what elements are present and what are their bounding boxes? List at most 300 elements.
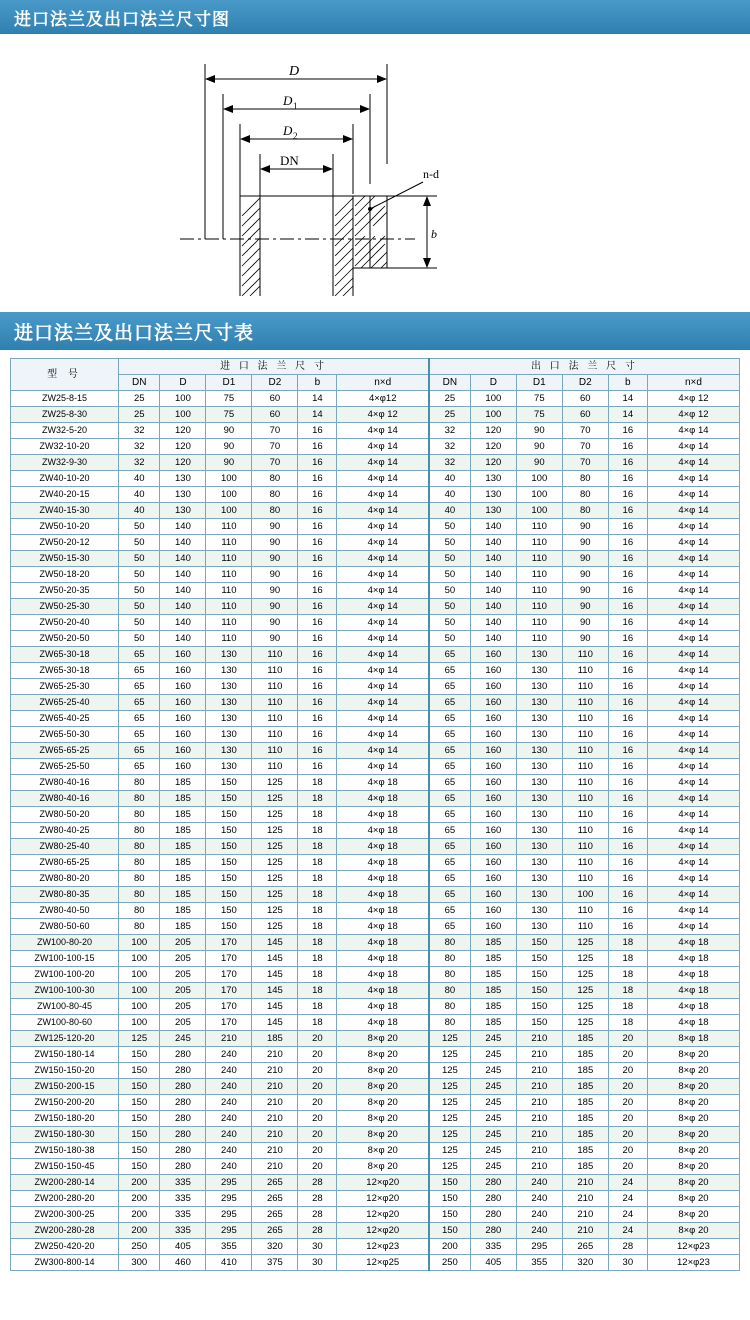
cell-outlet-nxd: 4×φ 14 (647, 519, 739, 535)
table-row (11, 503, 740, 519)
cell-inlet-nxd: 4×φ 14 (337, 759, 429, 775)
cell-outlet-d: 245 (470, 1143, 516, 1159)
cell-inlet-nxd: 4×φ 18 (337, 791, 429, 807)
cell-inlet-d1: 240 (206, 1063, 252, 1079)
cell-outlet-nxd: 4×φ 14 (647, 743, 739, 759)
cell-outlet-d1: 110 (516, 519, 562, 535)
cell-inlet-d2: 90 (252, 631, 298, 647)
cell-outlet-nxd: 4×φ 14 (647, 695, 739, 711)
cell-inlet-d2: 125 (252, 903, 298, 919)
cell-inlet-d1: 150 (206, 839, 252, 855)
cell-outlet-b: 16 (608, 487, 647, 503)
cell-outlet-d: 100 (470, 391, 516, 407)
cell-outlet-nxd: 12×φ23 (647, 1255, 739, 1271)
cell-outlet-nxd: 4×φ 14 (647, 855, 739, 871)
cell-inlet-d2: 145 (252, 983, 298, 999)
cell-outlet-nxd: 8×φ 20 (647, 1095, 739, 1111)
cell-model: ZW80-25-40 (11, 839, 119, 855)
cell-outlet-dn: 50 (429, 551, 470, 567)
cell-inlet-d: 405 (160, 1239, 206, 1255)
cell-inlet-b: 28 (298, 1191, 337, 1207)
cell-model: ZW100-100-15 (11, 951, 119, 967)
cell-outlet-d: 160 (470, 695, 516, 711)
cell-inlet-d1: 295 (206, 1175, 252, 1191)
cell-outlet-b: 16 (608, 663, 647, 679)
cell-inlet-dn: 65 (119, 759, 160, 775)
cell-outlet-d1: 240 (516, 1207, 562, 1223)
cell-outlet-d: 120 (470, 439, 516, 455)
cell-outlet-nxd: 4×φ 14 (647, 487, 739, 503)
table-row (11, 487, 740, 503)
cell-inlet-nxd: 8×φ 20 (337, 1063, 429, 1079)
cell-outlet-nxd: 4×φ 14 (647, 871, 739, 887)
cell-outlet-nxd: 4×φ 18 (647, 983, 739, 999)
cell-inlet-dn: 250 (119, 1239, 160, 1255)
cell-inlet-nxd: 4×φ 14 (337, 487, 429, 503)
cell-inlet-d2: 125 (252, 919, 298, 935)
cell-inlet-nxd: 12×φ20 (337, 1191, 429, 1207)
cell-outlet-b: 24 (608, 1191, 647, 1207)
cell-inlet-b: 18 (298, 823, 337, 839)
cell-outlet-b: 16 (608, 919, 647, 935)
cell-outlet-nxd: 4×φ 14 (647, 439, 739, 455)
cell-outlet-d1: 130 (516, 775, 562, 791)
cell-outlet-dn: 125 (429, 1095, 470, 1111)
table-row (11, 631, 740, 647)
header-inlet-d: D (160, 375, 206, 391)
cell-inlet-d: 280 (160, 1143, 206, 1159)
cell-outlet-nxd: 4×φ 18 (647, 999, 739, 1015)
cell-outlet-d: 185 (470, 967, 516, 983)
cell-inlet-d: 335 (160, 1223, 206, 1239)
cell-outlet-d2: 320 (562, 1255, 608, 1271)
cell-inlet-dn: 32 (119, 455, 160, 471)
cell-outlet-nxd: 4×φ 14 (647, 631, 739, 647)
cell-inlet-d2: 80 (252, 471, 298, 487)
cell-outlet-d: 185 (470, 983, 516, 999)
cell-model: ZW80-40-50 (11, 903, 119, 919)
cell-outlet-nxd: 8×φ 20 (647, 1191, 739, 1207)
cell-outlet-d1: 130 (516, 647, 562, 663)
cell-inlet-d1: 110 (206, 583, 252, 599)
cell-inlet-dn: 150 (119, 1063, 160, 1079)
cell-inlet-nxd: 8×φ 20 (337, 1047, 429, 1063)
cell-outlet-d1: 110 (516, 567, 562, 583)
cell-outlet-b: 16 (608, 455, 647, 471)
cell-inlet-dn: 80 (119, 871, 160, 887)
cell-inlet-d2: 110 (252, 679, 298, 695)
cell-inlet-nxd: 4×φ 18 (337, 839, 429, 855)
cell-inlet-dn: 65 (119, 743, 160, 759)
cell-inlet-dn: 65 (119, 679, 160, 695)
header-inlet-d2: D2 (252, 375, 298, 391)
cell-outlet-d2: 100 (562, 887, 608, 903)
cell-model: ZW150-200-15 (11, 1079, 119, 1095)
label-d1: D (283, 93, 293, 108)
cell-outlet-d2: 185 (562, 1079, 608, 1095)
cell-outlet-dn: 65 (429, 679, 470, 695)
cell-outlet-nxd: 4×φ 14 (647, 583, 739, 599)
cell-inlet-d: 185 (160, 887, 206, 903)
cell-inlet-b: 16 (298, 471, 337, 487)
cell-model: ZW250-420-20 (11, 1239, 119, 1255)
cell-inlet-d2: 210 (252, 1143, 298, 1159)
cell-inlet-d2: 60 (252, 407, 298, 423)
cell-outlet-b: 20 (608, 1095, 647, 1111)
cell-inlet-nxd: 4×φ 12 (337, 407, 429, 423)
cell-inlet-d: 280 (160, 1047, 206, 1063)
cell-inlet-nxd: 4×φ12 (337, 391, 429, 407)
cell-outlet-nxd: 8×φ 20 (647, 1159, 739, 1175)
cell-outlet-nxd: 4×φ 14 (647, 471, 739, 487)
cell-inlet-d2: 110 (252, 743, 298, 759)
cell-inlet-d: 205 (160, 999, 206, 1015)
cell-outlet-nxd: 4×φ 14 (647, 551, 739, 567)
cell-outlet-nxd: 4×φ 14 (647, 455, 739, 471)
cell-outlet-dn: 25 (429, 391, 470, 407)
flange-drawing-svg (165, 34, 585, 296)
cell-outlet-nxd: 8×φ 18 (647, 1031, 739, 1047)
cell-model: ZW200-300-25 (11, 1207, 119, 1223)
table-row (11, 647, 740, 663)
cell-inlet-d2: 210 (252, 1063, 298, 1079)
cell-inlet-dn: 200 (119, 1175, 160, 1191)
cell-outlet-d1: 90 (516, 423, 562, 439)
cell-inlet-nxd: 4×φ 18 (337, 855, 429, 871)
cell-inlet-d2: 125 (252, 855, 298, 871)
cell-inlet-dn: 150 (119, 1079, 160, 1095)
cell-inlet-nxd: 8×φ 20 (337, 1159, 429, 1175)
cell-model: ZW50-20-50 (11, 631, 119, 647)
cell-outlet-d: 140 (470, 631, 516, 647)
cell-inlet-dn: 150 (119, 1127, 160, 1143)
cell-inlet-nxd: 4×φ 14 (337, 727, 429, 743)
cell-outlet-d: 140 (470, 583, 516, 599)
cell-inlet-d2: 90 (252, 615, 298, 631)
cell-inlet-nxd: 12×φ23 (337, 1239, 429, 1255)
cell-inlet-b: 18 (298, 967, 337, 983)
cell-inlet-dn: 100 (119, 967, 160, 983)
cell-inlet-d: 205 (160, 1015, 206, 1031)
cell-inlet-d1: 130 (206, 727, 252, 743)
cell-inlet-d1: 170 (206, 967, 252, 983)
cell-outlet-d: 245 (470, 1127, 516, 1143)
cell-outlet-d: 245 (470, 1111, 516, 1127)
cell-inlet-d1: 90 (206, 439, 252, 455)
table-row (11, 999, 740, 1015)
cell-outlet-d1: 100 (516, 503, 562, 519)
cell-inlet-nxd: 4×φ 18 (337, 983, 429, 999)
cell-outlet-b: 16 (608, 551, 647, 567)
cell-outlet-b: 16 (608, 615, 647, 631)
cell-inlet-nxd: 4×φ 14 (337, 567, 429, 583)
cell-outlet-nxd: 4×φ 12 (647, 391, 739, 407)
cell-inlet-d1: 210 (206, 1031, 252, 1047)
cell-inlet-nxd: 4×φ 14 (337, 455, 429, 471)
cell-inlet-b: 14 (298, 391, 337, 407)
cell-inlet-nxd: 8×φ 20 (337, 1079, 429, 1095)
cell-model: ZW40-20-15 (11, 487, 119, 503)
flange-drawing (0, 34, 750, 306)
cell-inlet-dn: 100 (119, 983, 160, 999)
cell-outlet-d1: 100 (516, 487, 562, 503)
cell-model: ZW65-30-18 (11, 647, 119, 663)
cell-inlet-dn: 100 (119, 935, 160, 951)
cell-outlet-d2: 125 (562, 951, 608, 967)
cell-outlet-d2: 185 (562, 1143, 608, 1159)
cell-inlet-d1: 110 (206, 551, 252, 567)
cell-outlet-dn: 80 (429, 967, 470, 983)
cell-outlet-d2: 185 (562, 1047, 608, 1063)
cell-inlet-dn: 80 (119, 823, 160, 839)
cell-inlet-nxd: 4×φ 18 (337, 823, 429, 839)
cell-outlet-d: 160 (470, 775, 516, 791)
cell-inlet-d: 160 (160, 759, 206, 775)
cell-inlet-d2: 210 (252, 1047, 298, 1063)
cell-outlet-dn: 150 (429, 1207, 470, 1223)
cell-inlet-d1: 130 (206, 759, 252, 775)
cell-inlet-d2: 70 (252, 455, 298, 471)
cell-outlet-d1: 75 (516, 407, 562, 423)
cell-outlet-d: 160 (470, 871, 516, 887)
cell-inlet-b: 20 (298, 1079, 337, 1095)
cell-outlet-d1: 110 (516, 599, 562, 615)
cell-inlet-d: 130 (160, 487, 206, 503)
cell-inlet-d: 140 (160, 583, 206, 599)
cell-outlet-dn: 50 (429, 599, 470, 615)
cell-inlet-d1: 110 (206, 535, 252, 551)
cell-model: ZW32-5-20 (11, 423, 119, 439)
cell-inlet-d2: 265 (252, 1207, 298, 1223)
cell-outlet-nxd: 4×φ 14 (647, 823, 739, 839)
cell-outlet-b: 20 (608, 1047, 647, 1063)
cell-inlet-d1: 170 (206, 935, 252, 951)
cell-outlet-b: 16 (608, 535, 647, 551)
cell-outlet-dn: 65 (429, 695, 470, 711)
cell-outlet-d1: 150 (516, 1015, 562, 1031)
table-row (11, 1223, 740, 1239)
cell-inlet-d: 140 (160, 599, 206, 615)
cell-inlet-d2: 110 (252, 759, 298, 775)
cell-outlet-d: 335 (470, 1239, 516, 1255)
cell-inlet-dn: 100 (119, 999, 160, 1015)
table-row (11, 775, 740, 791)
cell-inlet-dn: 50 (119, 615, 160, 631)
cell-outlet-b: 16 (608, 839, 647, 855)
table-row (11, 951, 740, 967)
table-row (11, 791, 740, 807)
cell-model: ZW150-180-30 (11, 1127, 119, 1143)
cell-outlet-d: 245 (470, 1095, 516, 1111)
cell-outlet-b: 16 (608, 647, 647, 663)
cell-inlet-d1: 110 (206, 519, 252, 535)
cell-outlet-d1: 130 (516, 887, 562, 903)
cell-inlet-b: 16 (298, 423, 337, 439)
label-d1-sub: 1 (293, 101, 298, 111)
header-outlet-b: b (608, 375, 647, 391)
cell-inlet-dn: 80 (119, 887, 160, 903)
cell-outlet-b: 16 (608, 791, 647, 807)
cell-outlet-dn: 125 (429, 1127, 470, 1143)
cell-inlet-nxd: 4×φ 14 (337, 679, 429, 695)
cell-outlet-d2: 110 (562, 823, 608, 839)
cell-inlet-d: 160 (160, 647, 206, 663)
cell-outlet-dn: 65 (429, 743, 470, 759)
cell-outlet-d1: 150 (516, 999, 562, 1015)
table-row (11, 1063, 740, 1079)
cell-outlet-d2: 110 (562, 695, 608, 711)
cell-outlet-nxd: 4×φ 14 (647, 663, 739, 679)
cell-model: ZW80-50-60 (11, 919, 119, 935)
cell-model: ZW25-8-15 (11, 391, 119, 407)
cell-inlet-d1: 240 (206, 1111, 252, 1127)
cell-outlet-d: 140 (470, 551, 516, 567)
cell-outlet-b: 18 (608, 1015, 647, 1031)
table-row (11, 1175, 740, 1191)
cell-outlet-d2: 110 (562, 759, 608, 775)
cell-outlet-d2: 265 (562, 1239, 608, 1255)
cell-outlet-b: 18 (608, 999, 647, 1015)
table-row (11, 743, 740, 759)
cell-inlet-b: 18 (298, 999, 337, 1015)
table-body (11, 391, 740, 1271)
cell-inlet-d1: 110 (206, 567, 252, 583)
cell-inlet-nxd: 12×φ20 (337, 1223, 429, 1239)
cell-outlet-b: 16 (608, 503, 647, 519)
table-row (11, 615, 740, 631)
table-row (11, 1159, 740, 1175)
cell-inlet-b: 16 (298, 519, 337, 535)
cell-outlet-d1: 240 (516, 1175, 562, 1191)
cell-outlet-d1: 130 (516, 839, 562, 855)
cell-outlet-d: 185 (470, 999, 516, 1015)
cell-outlet-dn: 125 (429, 1111, 470, 1127)
cell-outlet-dn: 80 (429, 983, 470, 999)
cell-outlet-d2: 110 (562, 871, 608, 887)
cell-inlet-b: 16 (298, 551, 337, 567)
cell-outlet-b: 16 (608, 583, 647, 599)
cell-model: ZW150-150-20 (11, 1063, 119, 1079)
cell-outlet-d2: 185 (562, 1063, 608, 1079)
cell-outlet-d: 140 (470, 519, 516, 535)
cell-inlet-d: 100 (160, 407, 206, 423)
cell-model: ZW125-120-20 (11, 1031, 119, 1047)
cell-outlet-d: 120 (470, 455, 516, 471)
cell-outlet-dn: 65 (429, 791, 470, 807)
cell-outlet-b: 16 (608, 519, 647, 535)
cell-outlet-d1: 130 (516, 695, 562, 711)
cell-inlet-dn: 40 (119, 487, 160, 503)
cell-inlet-dn: 80 (119, 839, 160, 855)
cell-model: ZW200-280-20 (11, 1191, 119, 1207)
table-section-banner (0, 312, 750, 350)
cell-outlet-d1: 150 (516, 967, 562, 983)
table-row (11, 871, 740, 887)
cell-inlet-nxd: 4×φ 14 (337, 551, 429, 567)
cell-outlet-d2: 110 (562, 839, 608, 855)
cell-outlet-dn: 80 (429, 951, 470, 967)
cell-inlet-dn: 65 (119, 647, 160, 663)
cell-inlet-d1: 110 (206, 599, 252, 615)
cell-outlet-d1: 130 (516, 711, 562, 727)
cell-inlet-d: 185 (160, 903, 206, 919)
table-row (11, 903, 740, 919)
cell-outlet-b: 18 (608, 983, 647, 999)
cell-outlet-b: 20 (608, 1159, 647, 1175)
cell-outlet-nxd: 8×φ 20 (647, 1175, 739, 1191)
cell-outlet-nxd: 4×φ 14 (647, 791, 739, 807)
cell-outlet-d1: 100 (516, 471, 562, 487)
cell-inlet-nxd: 8×φ 20 (337, 1127, 429, 1143)
cell-outlet-dn: 65 (429, 759, 470, 775)
cell-outlet-d: 160 (470, 711, 516, 727)
cell-inlet-d1: 150 (206, 775, 252, 791)
cell-inlet-nxd: 4×φ 14 (337, 599, 429, 615)
cell-outlet-d2: 90 (562, 535, 608, 551)
cell-inlet-d: 160 (160, 711, 206, 727)
cell-inlet-b: 20 (298, 1031, 337, 1047)
cell-inlet-d1: 90 (206, 423, 252, 439)
cell-inlet-dn: 65 (119, 695, 160, 711)
cell-inlet-d: 335 (160, 1207, 206, 1223)
cell-outlet-dn: 32 (429, 423, 470, 439)
cell-model: ZW100-100-30 (11, 983, 119, 999)
cell-model: ZW65-30-18 (11, 663, 119, 679)
cell-inlet-d1: 150 (206, 919, 252, 935)
cell-outlet-b: 16 (608, 695, 647, 711)
header-outlet-d1: D1 (516, 375, 562, 391)
cell-outlet-d: 185 (470, 951, 516, 967)
cell-inlet-dn: 50 (119, 519, 160, 535)
table-row (11, 599, 740, 615)
cell-outlet-d1: 130 (516, 759, 562, 775)
label-b: b (431, 227, 437, 241)
cell-outlet-d2: 90 (562, 567, 608, 583)
cell-outlet-d2: 80 (562, 471, 608, 487)
cell-outlet-dn: 65 (429, 919, 470, 935)
cell-inlet-d: 280 (160, 1127, 206, 1143)
cell-model: ZW80-65-25 (11, 855, 119, 871)
cell-outlet-b: 18 (608, 967, 647, 983)
cell-inlet-nxd: 4×φ 14 (337, 743, 429, 759)
cell-inlet-d1: 75 (206, 391, 252, 407)
header-inlet-group: 进 口 法 兰 尺 寸 (119, 359, 429, 375)
label-d: D (289, 64, 300, 79)
cell-outlet-nxd: 4×φ 18 (647, 935, 739, 951)
cell-model: ZW80-40-16 (11, 775, 119, 791)
cell-outlet-nxd: 4×φ 14 (647, 615, 739, 631)
cell-outlet-d2: 110 (562, 919, 608, 935)
cell-inlet-d: 185 (160, 871, 206, 887)
cell-inlet-b: 18 (298, 887, 337, 903)
cell-inlet-nxd: 4×φ 14 (337, 615, 429, 631)
cell-outlet-dn: 65 (429, 855, 470, 871)
cell-inlet-d2: 265 (252, 1175, 298, 1191)
cell-outlet-dn: 50 (429, 519, 470, 535)
cell-inlet-d1: 240 (206, 1159, 252, 1175)
cell-inlet-dn: 32 (119, 439, 160, 455)
cell-inlet-dn: 50 (119, 551, 160, 567)
table-row (11, 1255, 740, 1271)
table-row (11, 391, 740, 407)
cell-outlet-d2: 80 (562, 487, 608, 503)
cell-inlet-b: 20 (298, 1127, 337, 1143)
cell-inlet-d2: 110 (252, 695, 298, 711)
cell-outlet-d1: 110 (516, 535, 562, 551)
cell-inlet-b: 16 (298, 535, 337, 551)
cell-model: ZW32-9-30 (11, 455, 119, 471)
cell-inlet-nxd: 4×φ 18 (337, 903, 429, 919)
